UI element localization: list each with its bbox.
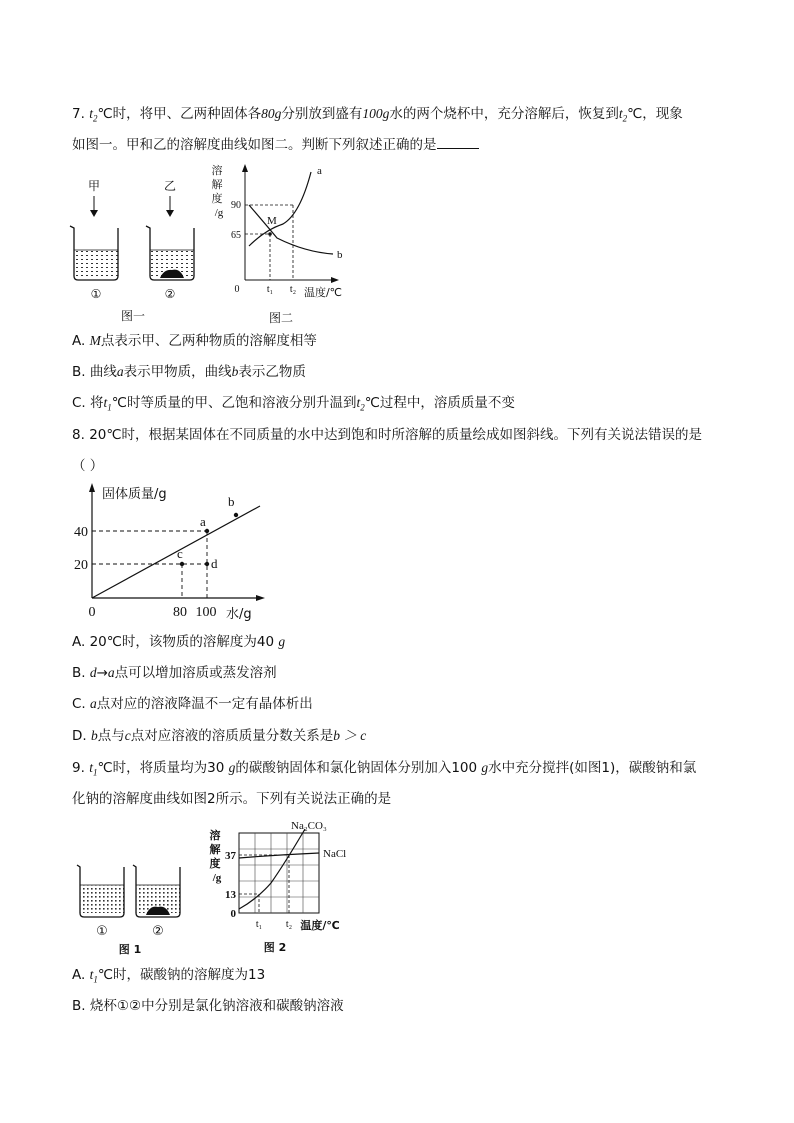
curve-b	[249, 205, 333, 254]
q8-option-D[interactable]: D. b点与c点对应溶液的溶质质量分数关系是b ＞ c	[72, 728, 367, 744]
q7-option-B[interactable]: B. 曲线a表示甲物质，曲线b表示乙物质	[72, 364, 306, 380]
x-tick-t1: t₁	[266, 284, 274, 295]
ylabel-char: 溶	[211, 164, 223, 177]
x-tick-0: 0	[88, 605, 96, 620]
q8-stem-line1: 8. 20℃时，根据某固体在不同质量的水中达到饱和时所溶解的质量绘成如图斜线。下列有关说法错误的是	[72, 427, 703, 443]
point-a-label: a	[200, 514, 206, 529]
beaker-1-label: ①	[96, 924, 108, 939]
q8-option-A[interactable]: A. 20℃时，该物质的溶解度为40 g	[72, 634, 286, 650]
q7-stem-line1: 7. $t_2℃$时，将甲、乙两种固体各80g分别放到盛有100g水的两个烧杯中，充分溶解后，恢复到$t_2℃$，现象	[72, 106, 683, 124]
y-tick-65: 65	[231, 230, 241, 241]
x-tick-80: 80	[173, 605, 187, 620]
beaker-1-label: ①	[90, 287, 102, 301]
q8-option-C[interactable]: C. a点对应的溶液降温不一定有晶体析出	[72, 696, 313, 712]
ylabel-char: 度	[211, 192, 223, 205]
q8-stem-line2[interactable]: （ ）	[72, 458, 104, 474]
figure-caption: 图 2	[263, 941, 287, 954]
y-tick-0: 0	[230, 908, 236, 920]
beaker-1	[70, 226, 118, 280]
saturation-line	[92, 506, 260, 598]
q9-figure-1	[70, 855, 190, 955]
y-tick-40: 40	[74, 525, 88, 540]
y-tick-37: 37	[225, 850, 236, 862]
y-axis-label: 固体质量/g	[102, 487, 167, 502]
ylabel-char: 溶	[209, 829, 221, 842]
q8-figure	[70, 478, 270, 628]
x-axis-label: 温度/℃	[303, 286, 343, 299]
label-jia: 甲	[87, 179, 101, 193]
curve-b-label: b	[337, 249, 343, 261]
x-axis-label: 温度/℃	[300, 919, 340, 932]
q7-stem-line2: 如图一。甲和乙的溶解度曲线如图二。判断下列叙述正确的是	[72, 134, 479, 155]
point-b-label: b	[228, 494, 235, 509]
point-d-label: d	[211, 556, 218, 571]
ylabel-char: 度	[209, 857, 221, 870]
label-yi: 乙	[163, 179, 177, 193]
x-axis-label: 水/g	[226, 607, 252, 622]
q8-number: 8.	[72, 427, 85, 443]
point-M-label: M	[267, 215, 277, 227]
q8-option-B[interactable]: B. d→a点可以增加溶质或蒸发溶剂	[72, 665, 277, 681]
q9-option-A[interactable]: A. $t_1℃$时，碳酸钠的溶解度为13	[72, 967, 266, 985]
beaker-2	[146, 226, 194, 280]
ylabel-unit: /g	[214, 207, 224, 219]
ylabel-unit: /g	[212, 872, 222, 884]
answer-blank[interactable]	[437, 134, 479, 149]
curve-a-label: a	[317, 165, 322, 177]
x-tick-t2: t₂	[289, 284, 297, 295]
q9-stem-line1: 9. $t_1℃$时，将质量均为30 g的碳酸钠固体和氯化钠固体分别加入100 g水中充分搅拌(如图1)，碳酸钠和氯	[72, 760, 697, 778]
x-tick-t2: t₂	[285, 919, 293, 930]
y-tick-90: 90	[231, 200, 241, 211]
figure-caption: 图一	[120, 309, 146, 323]
beaker-2	[133, 865, 180, 917]
q7-option-A[interactable]: A. M点表示甲、乙两种物质的溶解度相等	[72, 333, 317, 349]
y-tick-13: 13	[225, 889, 236, 901]
beaker-2-label: ②	[152, 924, 164, 939]
q7-figure-2	[205, 158, 365, 330]
x-tick-100: 100	[195, 605, 217, 620]
figure-caption: 图二	[268, 311, 294, 325]
curve-nacl	[239, 853, 319, 858]
series-label-nacl: NaCl	[323, 848, 347, 860]
curve-a	[249, 172, 311, 246]
point-M	[268, 232, 272, 236]
q7-number: 7.	[72, 106, 85, 122]
q9-number: 9.	[72, 760, 85, 776]
q9-option-B[interactable]: B. 烧杯①②中分别是氯化钠溶液和碳酸钠溶液	[72, 998, 344, 1014]
beaker-1	[77, 865, 124, 917]
q7-option-C[interactable]: C. 将$t_1℃$时等质量的甲、乙饱和溶液分别升温到$t_2℃$过程中，溶质质量不变	[72, 395, 515, 413]
beaker-2-label: ②	[164, 287, 176, 301]
q9-stem-line2: 化钠的溶解度曲线如图2所示。下列有关说法正确的是	[72, 791, 392, 807]
origin-label: 0	[234, 284, 240, 295]
ylabel-char: 解	[209, 843, 221, 856]
ylabel-char: 解	[211, 178, 223, 191]
point-c-label: c	[177, 546, 183, 561]
q7-figure-1	[60, 170, 200, 330]
figure-caption: 图 1	[118, 943, 142, 956]
y-tick-20: 20	[74, 558, 88, 573]
x-tick-t1: t₁	[255, 919, 263, 930]
q9-figure-2	[205, 815, 365, 957]
series-label-na2co3: Na₂CO₃	[291, 820, 327, 832]
